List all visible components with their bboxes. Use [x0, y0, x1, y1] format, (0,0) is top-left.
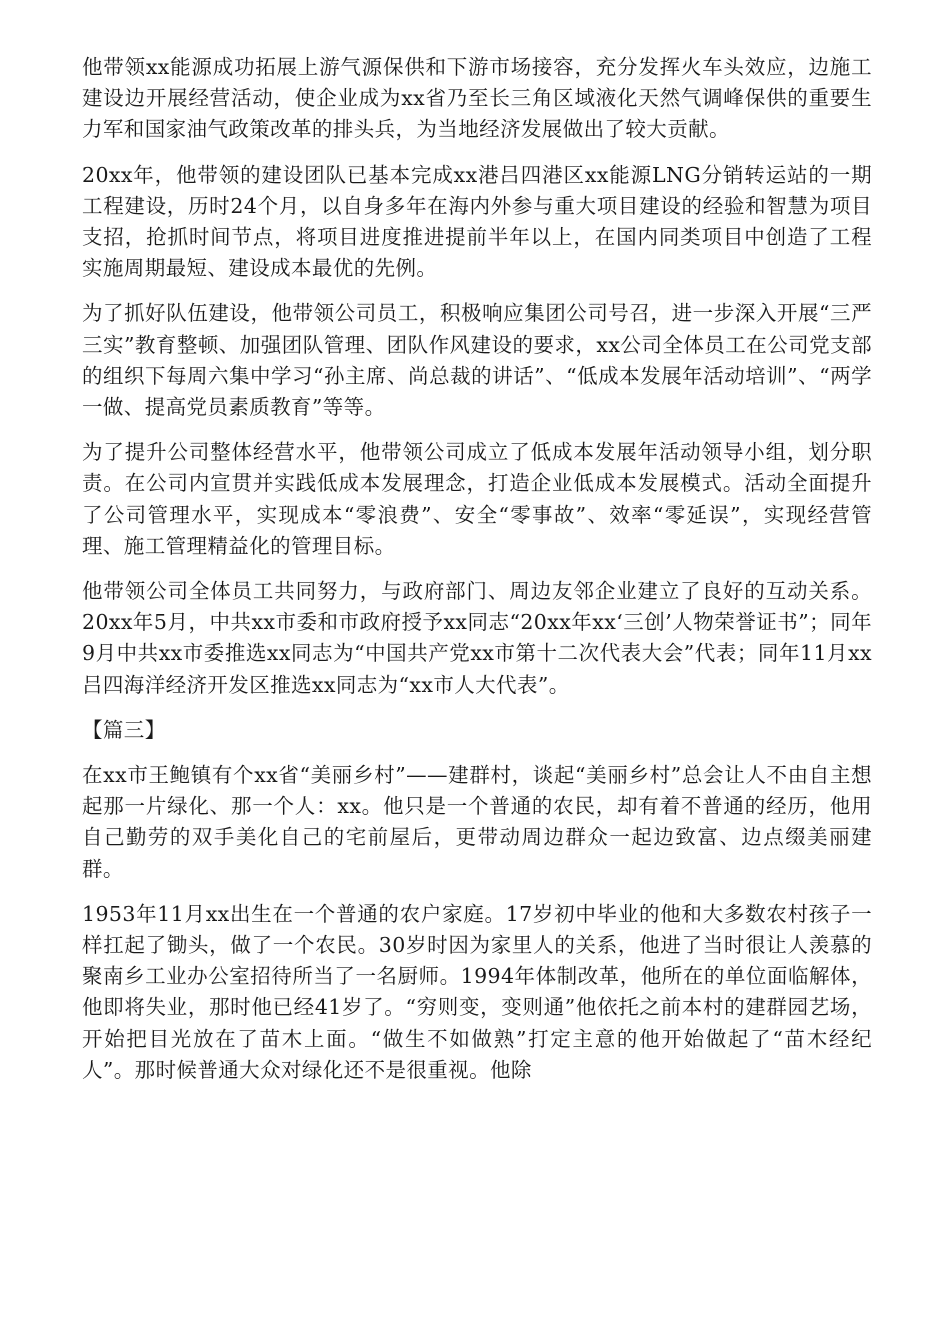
paragraph: 他带领公司全体员工共同努力，与政府部门、周边友邻企业建立了良好的互动关系。20xx年5月，中共xx市委和市政府授予xx同志“20xx年xx‘三创’人物荣誉证书”；同年9月中共xx市委推选xx同志为“中国共产党xx市第十二次代表大会”代表；同年11月xx吕四海洋经济开发区推选xx同志为“xx市人大代表”。 — [82, 579, 872, 697]
paragraph: 20xx年，他带领的建设团队已基本完成xx港吕四港区xx能源LNG分销转运站的一期工程建设，历时24个月，以自身多年在海内外参与重大项目建设的经验和智慧为项目支招，抢抓时间节点，将项目进度推进提前半年以上，在国内同类项目中创造了工程实施周期最短、建设成本最优的先例。 — [82, 162, 872, 281]
paragraph: 他带领xx能源成功拓展上游气源保供和下游市场接容，充分发挥火车头效应，边施工建设边开展经营活动，使企业成为xx省乃至长三角区域液化天然气调峰保供的重要生力军和国家油气政策改革的排头兵，为当地经济发展做出了较大贡献。 — [82, 55, 872, 142]
paragraph: 在xx市王鲍镇有个xx省“美丽乡村”——建群村，谈起“美丽乡村”总会让人不由自主想起那一片绿化、那一个人：xx。他只是一个普通的农民，却有着不普通的经历，他用自己勤劳的双手美化自己的宅前屋后，更带动周边群众一起边致富、边点缀美丽建群。 — [82, 763, 872, 881]
section-heading: 【篇三】 — [82, 717, 166, 742]
paragraph: 1953年11月xx出生在一个普通的农户家庭。17岁初中毕业的他和大多数农村孩子一样扛起了锄头，做了一个农民。30岁时因为家里人的关系，他进了当时很让人羡慕的聚南乡工业办公室招待所当了一名厨师。1994年体制改革，他所在的单位面临解体，他即将失业，那时他已经41岁了。“穷则变，变则通”他依托之前本村的建群园艺场，开始把目光放在了苗木上面。“做生不如做熟”打定主意的他开始做起了“苗木经纪人”。那时候普通大众对绿化还不是很重视。他除 — [82, 901, 872, 1082]
paragraph: 为了抓好队伍建设，他带领公司员工，积极响应集团公司号召，进一步深入开展“三严三实”教育整顿、加强团队管理、团队作风建设的要求，xx公司全体员工在公司党支部的组织下每周六集中学习“孙主席、尚总裁的讲话”、“低成本发展年活动培训”、“两学一做、提高党员素质教育”等等。 — [82, 301, 872, 420]
paragraph: 为了提升公司整体经营水平，他带领公司成立了低成本发展年活动领导小组，划分职责。在公司内宣贯并实践低成本发展理念，打造企业低成本发展模式。活动全面提升了公司管理水平，实现成本“零浪费”、安全“零事故”、效率“零延误”，实现经营管理、施工管理精益化的管理目标。 — [82, 440, 872, 558]
document-page — [82, 52, 872, 1100]
